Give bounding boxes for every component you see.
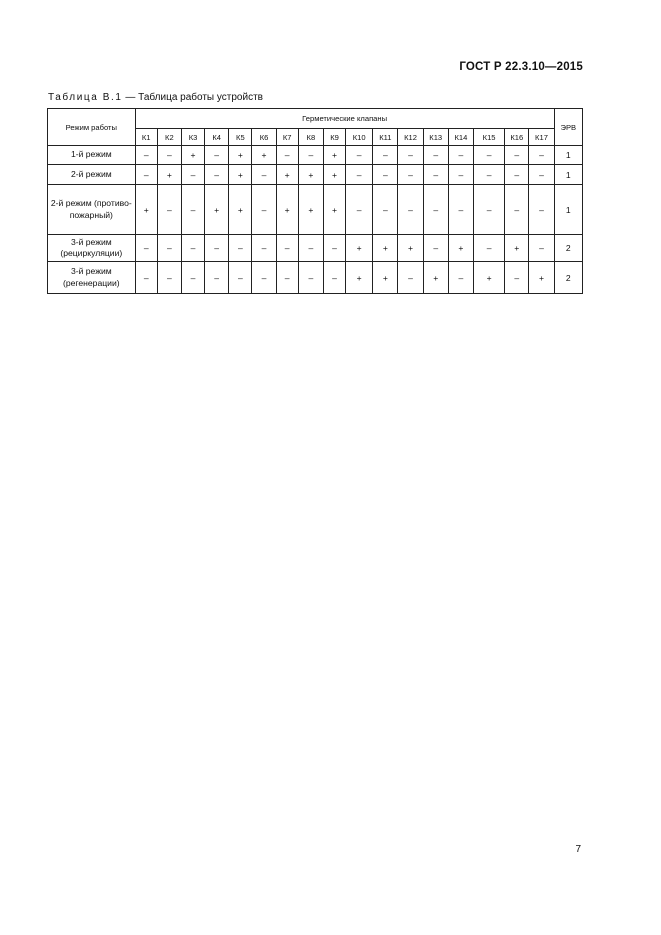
valve-state-cell: – <box>157 146 181 165</box>
header-valves-group: Герметические клапаны <box>135 109 554 129</box>
valve-state-cell: – <box>373 146 398 165</box>
valve-state-cell: + <box>229 165 252 185</box>
valve-state-cell: + <box>298 185 323 235</box>
valve-state-cell: – <box>157 262 181 294</box>
valve-state-cell: + <box>205 185 229 235</box>
valve-state-cell: – <box>398 262 423 294</box>
page-number: 7 <box>575 844 581 855</box>
valve-state-cell: – <box>181 235 204 262</box>
valve-state-cell: – <box>229 235 252 262</box>
valve-state-cell: – <box>205 262 229 294</box>
valve-state-cell: + <box>346 262 373 294</box>
valve-state-cell: – <box>346 146 373 165</box>
valve-state-cell: + <box>373 235 398 262</box>
table-row <box>48 262 583 294</box>
valve-state-cell: + <box>323 146 345 165</box>
valve-state-cell: – <box>323 235 345 262</box>
valve-state-cell: + <box>529 262 554 294</box>
valve-state-cell: – <box>529 165 554 185</box>
valve-state-cell: – <box>181 185 204 235</box>
valve-state-cell: + <box>135 185 157 235</box>
valve-header-cell: К17 <box>529 129 554 146</box>
table-row <box>48 185 583 235</box>
valve-state-cell: – <box>346 165 373 185</box>
erv-cell: 1 <box>554 165 582 185</box>
mode-cell: 2-й режим <box>48 165 136 185</box>
valve-state-cell: + <box>157 165 181 185</box>
valve-header-cell: К1 <box>135 129 157 146</box>
valve-state-cell: – <box>398 146 423 165</box>
table-row <box>48 146 583 165</box>
valve-state-cell: – <box>423 185 448 235</box>
valve-state-cell: – <box>252 185 276 235</box>
header-erv: ЭРВ <box>554 109 582 146</box>
valve-header-cell: К16 <box>505 129 529 146</box>
valve-state-cell: + <box>252 146 276 165</box>
valve-state-cell: + <box>373 262 398 294</box>
valve-state-cell: + <box>423 262 448 294</box>
erv-cell: 2 <box>554 262 582 294</box>
valve-header-cell: К7 <box>276 129 298 146</box>
valve-state-cell: – <box>181 262 204 294</box>
valve-state-cell: + <box>398 235 423 262</box>
erv-cell: 1 <box>554 146 582 165</box>
valve-header-cell: К14 <box>448 129 473 146</box>
valve-header-cell: К4 <box>205 129 229 146</box>
erv-cell: 2 <box>554 235 582 262</box>
valve-state-cell: – <box>276 235 298 262</box>
valve-state-cell: + <box>505 235 529 262</box>
valve-header-cell: К6 <box>252 129 276 146</box>
valve-state-cell: – <box>448 165 473 185</box>
valve-state-cell: – <box>252 262 276 294</box>
valve-state-cell: – <box>205 146 229 165</box>
valve-state-cell: – <box>205 165 229 185</box>
valve-state-cell: + <box>323 185 345 235</box>
table-row <box>48 235 583 262</box>
valve-state-cell: – <box>135 262 157 294</box>
valve-state-cell: + <box>473 262 504 294</box>
valve-state-cell: – <box>298 146 323 165</box>
valve-state-cell: – <box>505 146 529 165</box>
valve-state-cell: – <box>205 235 229 262</box>
valve-state-cell: – <box>423 146 448 165</box>
valve-state-cell: + <box>323 165 345 185</box>
valve-header-cell: К12 <box>398 129 423 146</box>
devices-table <box>47 108 583 294</box>
valve-state-cell: – <box>473 185 504 235</box>
valve-state-cell: – <box>423 235 448 262</box>
valve-header-cell: К10 <box>346 129 373 146</box>
table-caption-prefix: Таблица В.1 <box>48 92 123 103</box>
valve-state-cell: – <box>252 165 276 185</box>
valve-state-cell: – <box>398 185 423 235</box>
valve-state-cell: – <box>473 235 504 262</box>
valve-state-cell: + <box>229 185 252 235</box>
valve-state-cell: – <box>229 262 252 294</box>
table-body <box>48 146 583 294</box>
valve-state-cell: – <box>473 146 504 165</box>
valve-state-cell: + <box>276 165 298 185</box>
erv-cell: 1 <box>554 185 582 235</box>
valve-state-cell: – <box>505 165 529 185</box>
valve-state-cell: – <box>252 235 276 262</box>
valve-state-cell: + <box>346 235 373 262</box>
valve-state-cell: + <box>448 235 473 262</box>
mode-cell: 3-й режим (рециркуляции) <box>48 235 136 262</box>
valve-state-cell: – <box>505 185 529 235</box>
valve-state-cell: – <box>276 146 298 165</box>
valve-state-cell: – <box>157 185 181 235</box>
valve-state-cell: – <box>505 262 529 294</box>
valve-state-cell: – <box>298 262 323 294</box>
document-code: ГОСТ Р 22.3.10—2015 <box>459 61 583 73</box>
valve-state-cell: – <box>323 262 345 294</box>
valve-state-cell: – <box>473 165 504 185</box>
valve-state-cell: + <box>276 185 298 235</box>
valve-header-cell: К5 <box>229 129 252 146</box>
valve-state-cell: – <box>157 235 181 262</box>
valve-state-cell: – <box>181 165 204 185</box>
valve-state-cell: – <box>448 262 473 294</box>
valve-state-cell: – <box>529 146 554 165</box>
mode-cell: 1-й режим <box>48 146 136 165</box>
valve-header-cell: К15 <box>473 129 504 146</box>
valve-state-cell: + <box>229 146 252 165</box>
mode-cell: 3-й режим (регенерации) <box>48 262 136 294</box>
valve-state-cell: – <box>346 185 373 235</box>
valve-state-cell: – <box>423 165 448 185</box>
valve-state-cell: + <box>181 146 204 165</box>
mode-cell: 2-й режим (противо-пожарный) <box>48 185 136 235</box>
valve-state-cell: – <box>135 165 157 185</box>
valve-state-cell: – <box>448 185 473 235</box>
valve-state-cell: – <box>398 165 423 185</box>
valve-state-cell: – <box>298 235 323 262</box>
table-row <box>48 165 583 185</box>
table-caption <box>48 92 263 103</box>
valve-state-cell: – <box>135 235 157 262</box>
valve-state-cell: – <box>373 165 398 185</box>
valve-header-cell: К11 <box>373 129 398 146</box>
valve-header-cell: К2 <box>157 129 181 146</box>
valve-state-cell: + <box>298 165 323 185</box>
valve-state-cell: – <box>373 185 398 235</box>
valve-state-cell: – <box>276 262 298 294</box>
valve-state-cell: – <box>529 185 554 235</box>
valve-header-cell: К3 <box>181 129 204 146</box>
valve-state-cell: – <box>448 146 473 165</box>
valve-header-cell: К9 <box>323 129 345 146</box>
valve-state-cell: – <box>529 235 554 262</box>
valve-header-cell: К8 <box>298 129 323 146</box>
header-mode: Режим работы <box>48 109 136 146</box>
valve-header-cell: К13 <box>423 129 448 146</box>
valve-state-cell: – <box>135 146 157 165</box>
table-caption-text: — Таблица работы устройств <box>122 92 263 103</box>
